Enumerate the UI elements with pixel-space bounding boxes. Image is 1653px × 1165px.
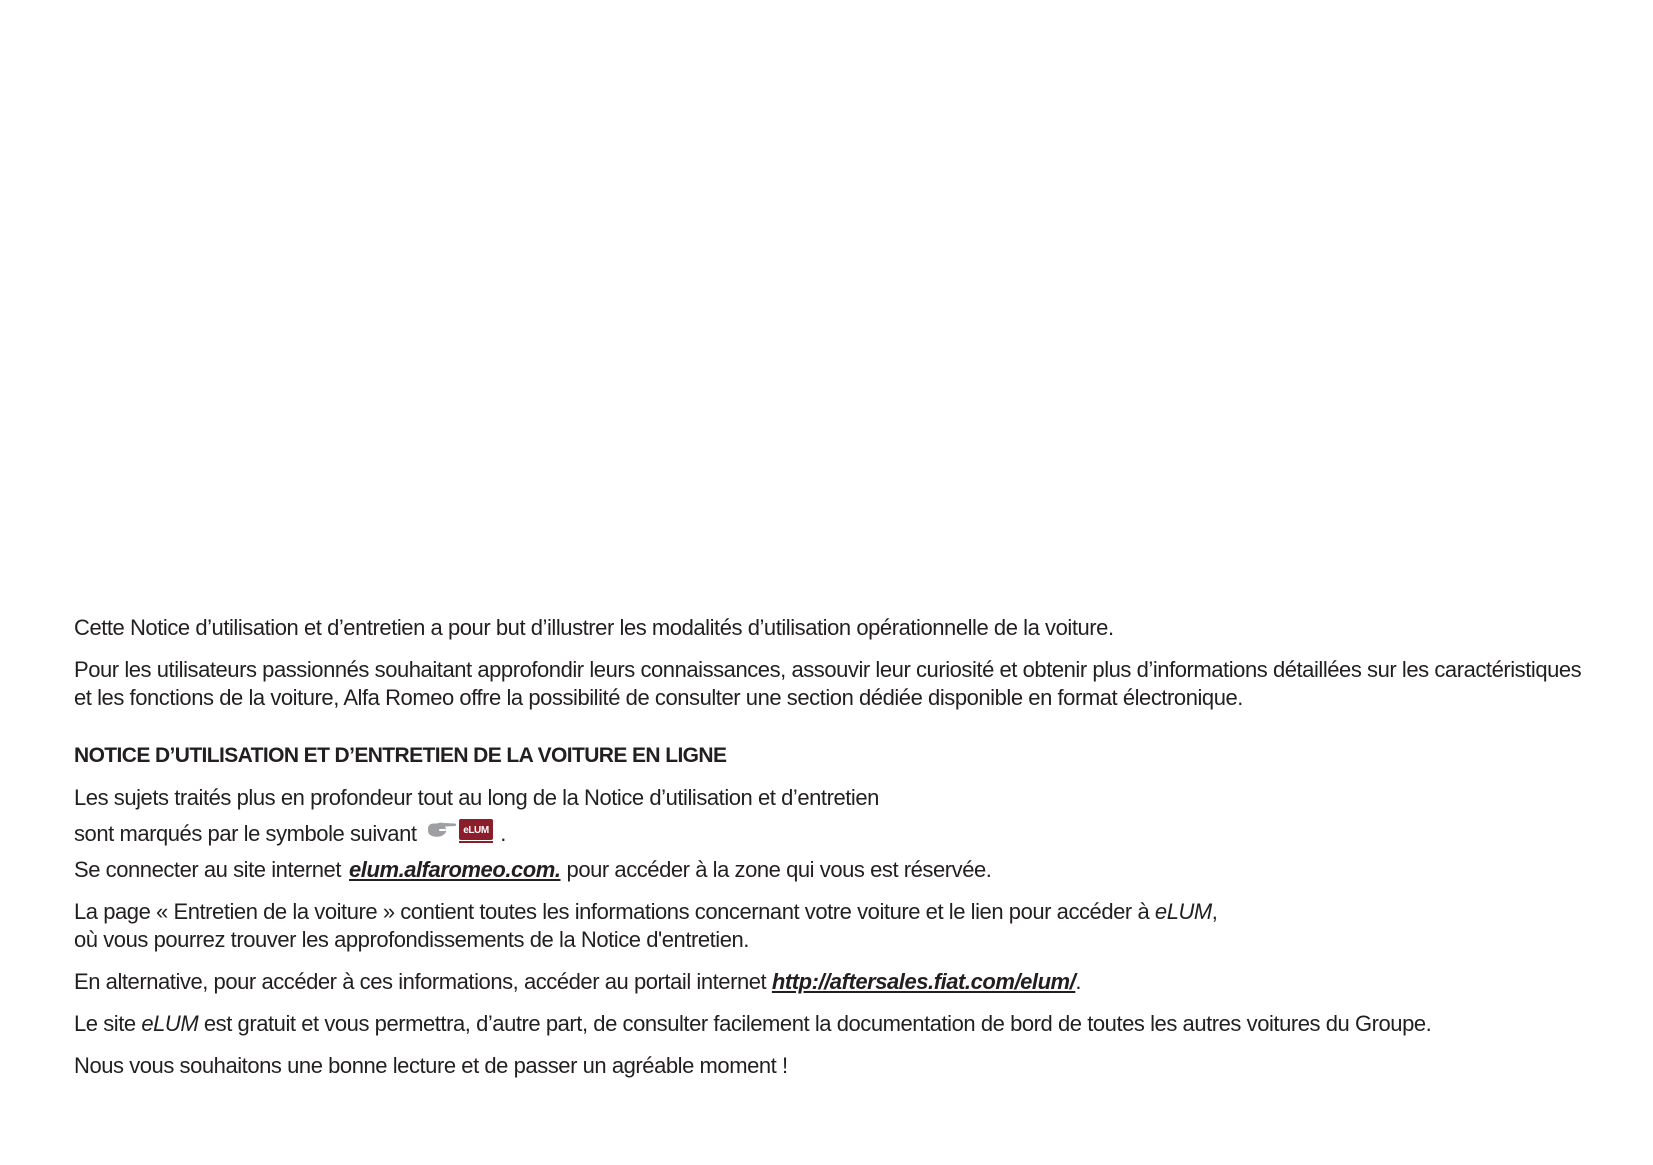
section-heading: NOTICE D’UTILISATION ET D’ENTRETIEN DE LA VOITURE EN LIGNE [74, 744, 727, 767]
free-site-text-before: Le site [74, 1011, 142, 1036]
elum-symbol [425, 818, 495, 844]
symbol-paragraph [74, 784, 1594, 848]
website-text-before: Se connecter au site internet [74, 857, 342, 882]
enthusiast-text-line1: Pour les utilisateurs passionnés souhaitant approfondir leurs connaissances, assouvir leur curiosité et obtenir plus d’informations détaillées sur les caractéristiques [74, 657, 1582, 682]
intro-text: Cette Notice d’utilisation et d’entretien a pour but d’illustrer les modalités d’utilisation opérationnelle de la voiture. [74, 615, 1114, 640]
maintenance-elum-name: eLUM [1154, 899, 1212, 924]
symbol-text-line1: Les sujets traités plus en profondeur tout au long de la Notice d’utilisation et d’entretien [74, 785, 879, 810]
document-content [74, 614, 1594, 1080]
maintenance-page-paragraph [74, 898, 1594, 954]
free-site-paragraph [74, 1010, 1594, 1038]
alternative-text-after: . [1075, 969, 1081, 994]
maintenance-text-comma: , [1211, 899, 1218, 924]
symbol-text-end: . [500, 821, 506, 846]
maintenance-text-line2: où vous pourrez trouver les approfondissements de la Notice d'entretien. [74, 927, 749, 952]
aftersales-portal-link[interactable]: http://aftersales.fiat.com/elum/ [771, 969, 1076, 994]
symbol-text-line2-wrap [74, 818, 1594, 848]
intro-paragraph [74, 614, 1594, 642]
closing-paragraph [74, 1052, 1594, 1080]
enthusiast-paragraph [74, 656, 1594, 712]
symbol-text-line2: sont marqués par le symbole suivant [74, 821, 417, 846]
pointing-hand-icon [425, 818, 495, 844]
maintenance-text-before: La page « Entretien de la voiture » contient toutes les informations concernant votre voiture et le lien pour accéder à [74, 899, 1155, 924]
website-text-after: pour accéder à la zone qui vous est réservée. [566, 857, 992, 882]
elum-website-link[interactable]: elum.alfaromeo.com. [349, 857, 561, 882]
website-paragraph [74, 856, 1594, 884]
free-site-elum-name: eLUM [141, 1011, 199, 1036]
elum-badge-label: eLUM [462, 825, 489, 836]
alternative-text-before: En alternative, pour accéder à ces informations, accéder au portail internet [74, 969, 772, 994]
free-site-text-after: est gratuit et vous permettra, d’autre part, de consulter facilement la documentation de bord de toutes les autres voitures du Groupe. [198, 1011, 1432, 1036]
closing-text: Nous vous souhaitons une bonne lecture et de passer un agréable moment ! [74, 1053, 788, 1078]
alternative-paragraph [74, 968, 1594, 996]
enthusiast-text-line2: et les fonctions de la voiture, Alfa Romeo offre la possibilité de consulter une section dédiée disponible en format électronique. [74, 685, 1243, 710]
